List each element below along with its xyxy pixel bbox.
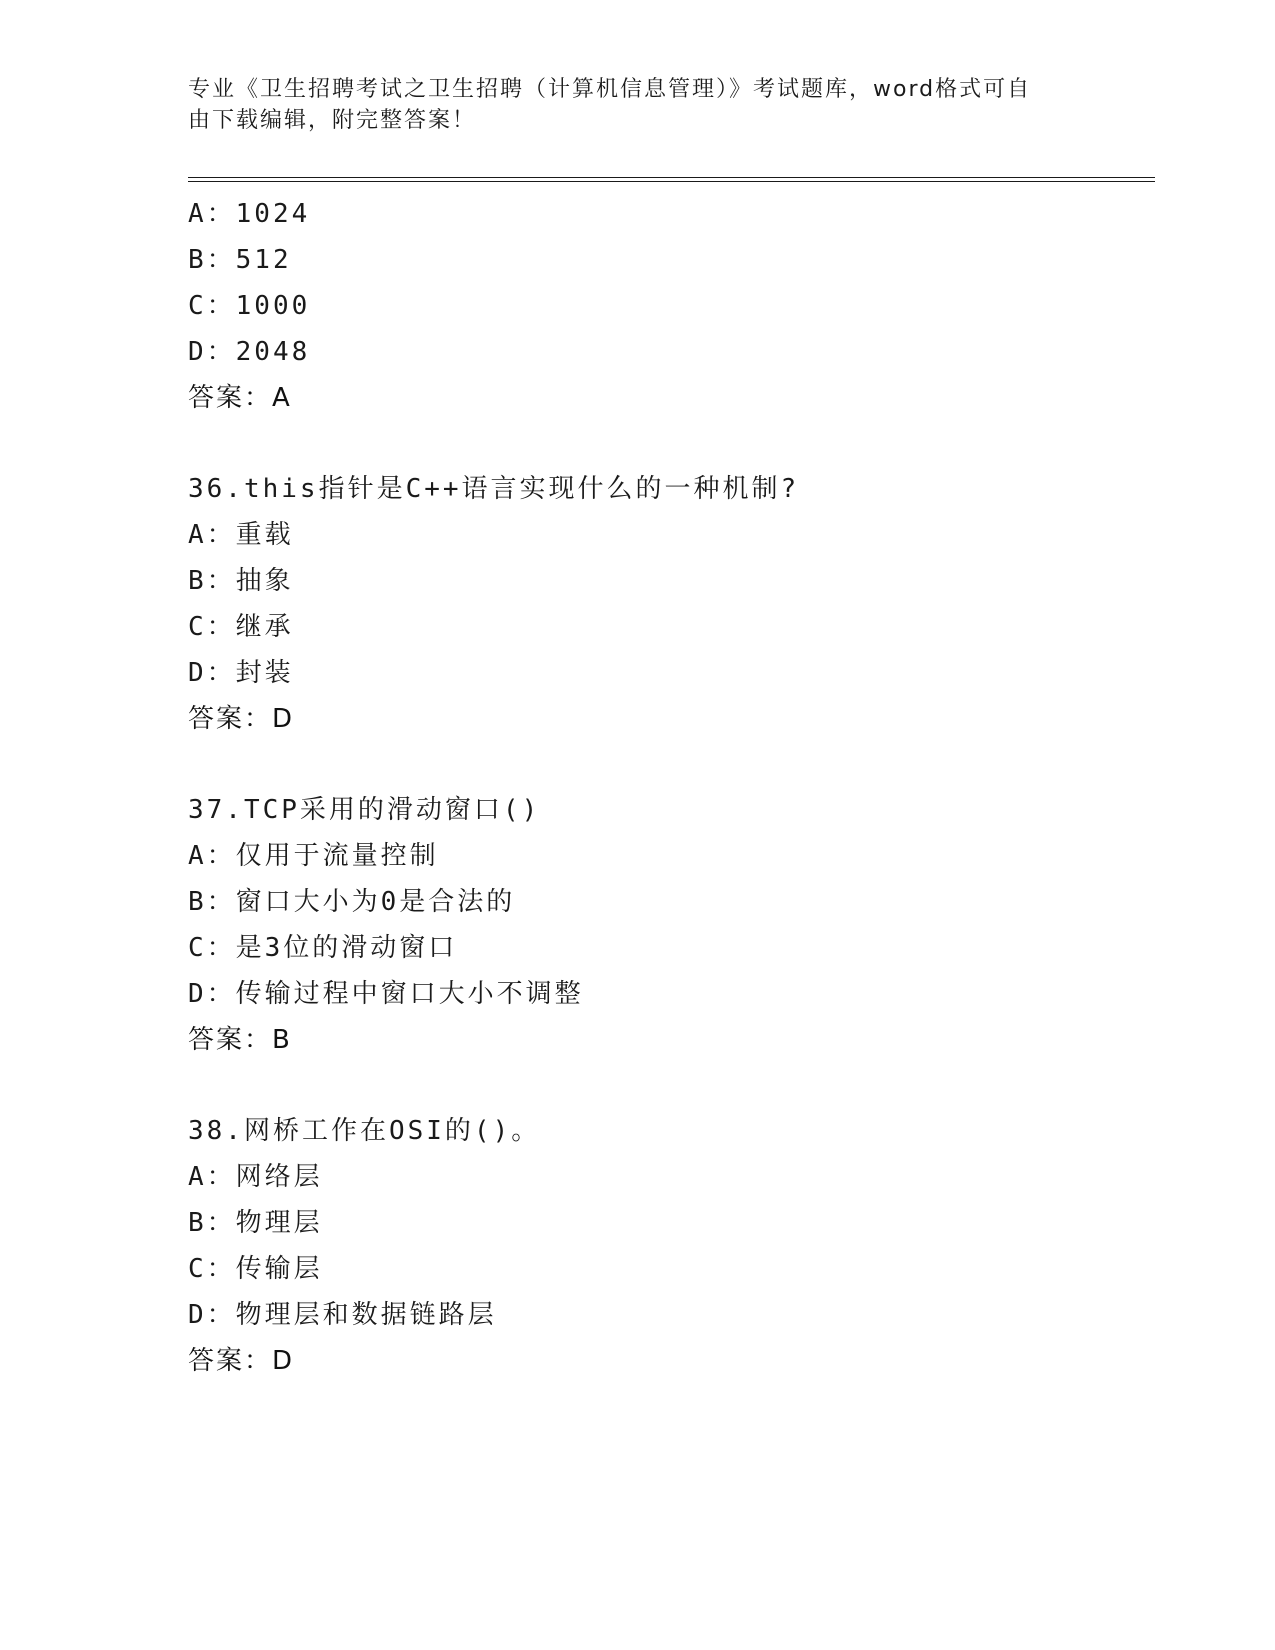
option-b: B：抽象 [188, 566, 294, 596]
option-a: A：重载 [188, 520, 294, 550]
answer-line: 答案：D [188, 704, 295, 734]
question-stem: 38.网桥工作在OSI的()。 [188, 1116, 541, 1146]
question-stem: 37.TCP采用的滑动窗口() [188, 795, 541, 825]
answer-line: 答案：A [188, 383, 292, 413]
option-d: D：物理层和数据链路层 [188, 1300, 497, 1330]
option-d: D：封装 [188, 658, 294, 688]
answer-line: 答案：D [188, 1346, 295, 1376]
option-c: C：1000 [188, 291, 311, 321]
question-37 [188, 787, 1148, 1063]
document-header [188, 74, 1068, 136]
answer-line: 答案：B [188, 1025, 292, 1055]
spacer [188, 1063, 1148, 1108]
header-line-2: 由下载编辑，附完整答案！ [188, 108, 477, 133]
option-c: C：是3位的滑动窗口 [188, 933, 458, 963]
header-line-1: 专业《卫生招聘考试之卫生招聘（计算机信息管理）》考试题库，word格式可自 [188, 77, 1032, 102]
option-a: A：网络层 [188, 1162, 323, 1192]
option-c: C：传输层 [188, 1254, 323, 1284]
option-d: D：传输过程中窗口大小不调整 [188, 979, 584, 1009]
option-a: A：仅用于流量控制 [188, 841, 439, 871]
option-a: A：1024 [188, 199, 311, 229]
question-stem: 36.this指针是C++语言实现什么的一种机制? [188, 474, 800, 504]
option-b: B：物理层 [188, 1208, 323, 1238]
spacer [188, 742, 1148, 787]
question-list [188, 191, 1148, 1384]
header-divider [188, 177, 1155, 182]
question-38 [188, 1108, 1148, 1384]
option-b: B：窗口大小为0是合法的 [188, 887, 516, 917]
question-36 [188, 466, 1148, 742]
spacer [188, 421, 1148, 466]
option-d: D：2048 [188, 337, 311, 367]
option-c: C：继承 [188, 612, 294, 642]
option-b: B：512 [188, 245, 292, 275]
question-35-continued [188, 191, 1148, 421]
